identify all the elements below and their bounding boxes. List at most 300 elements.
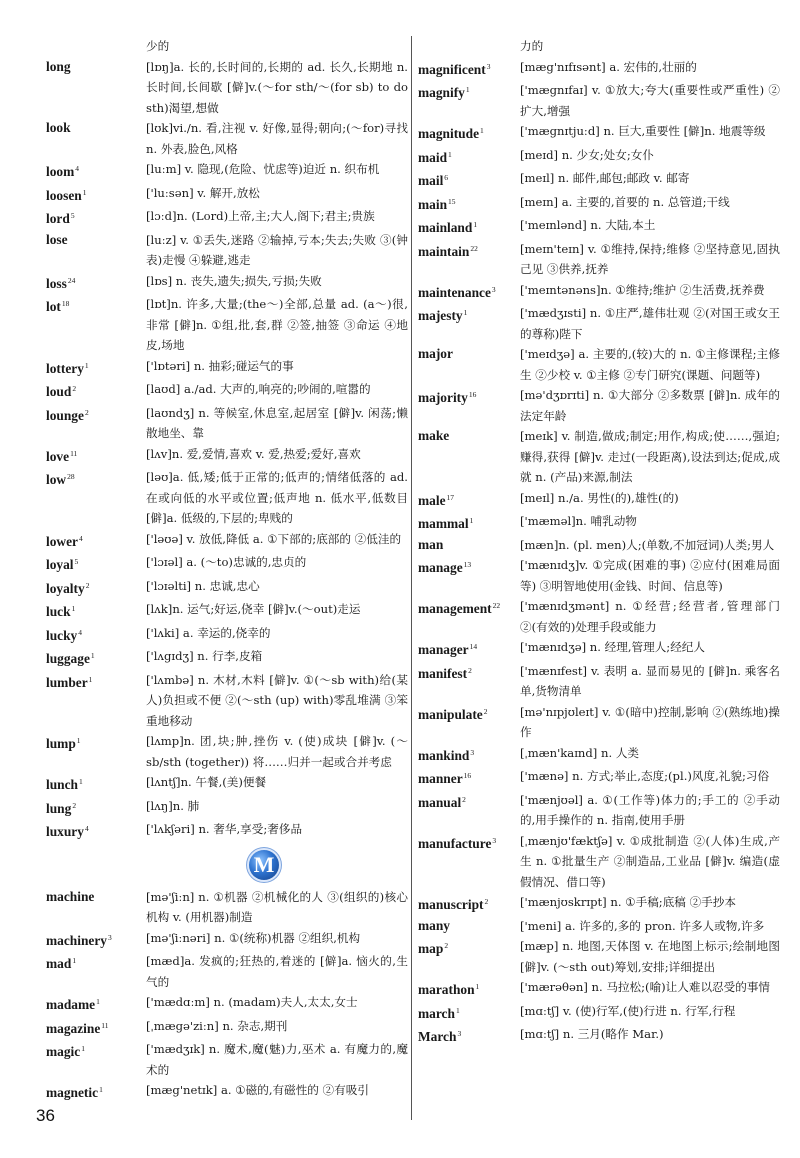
headword-text: lord: [46, 211, 70, 226]
dictionary-entry: [418, 80, 780, 121]
entry-definition: ['mædɑːm] n. (madam)夫人,太太,女士: [146, 995, 358, 1009]
entry-headword: [418, 702, 520, 743]
headword-text: management: [418, 601, 492, 616]
dictionary-entry: [46, 206, 408, 230]
frequency-count: 14: [469, 642, 478, 651]
headword-text: manufacture: [418, 835, 492, 851]
dictionary-entry: [418, 743, 780, 767]
headword-text: mainland: [418, 220, 473, 235]
dictionary-entry: [46, 356, 408, 380]
headword-text: lumber: [46, 674, 88, 690]
frequency-count: 11: [101, 1020, 109, 1030]
page-number: 36: [36, 1106, 55, 1125]
entry-definition: [laʊndʒ] n. 等候室,休息室,起居室 [僻]v. 闲荡;懒散地坐、靠: [146, 405, 408, 440]
headword-text: marathon: [418, 982, 475, 997]
headword-text: magic: [46, 1044, 81, 1059]
entry-definition: [lʊk]vi./n. 看,注视 v. 好像,显得;朝向;(～for)寻找 n. 外表,脸色,风格: [146, 121, 408, 156]
dictionary-entry: [418, 637, 780, 661]
headword-text: loyalty: [46, 580, 85, 596]
entry-definition: ['lʌgɪdʒ] n. 行李,皮箱: [146, 649, 263, 663]
dictionary-entry: [418, 831, 780, 893]
frequency-count: 1: [84, 360, 89, 370]
frequency-count: 1: [465, 85, 470, 94]
entry-headword: [418, 790, 520, 831]
dictionary-entry: [418, 344, 780, 385]
entry-definition: ['mægnɪfaɪ] v. ①放大;夸大(重要性或严重性) ②扩大,增强: [520, 83, 780, 118]
headword-text: magnetic: [46, 1085, 99, 1100]
dictionary-entry: [46, 646, 408, 670]
frequency-count: 1: [473, 220, 478, 229]
continuation-text: 少的: [146, 39, 170, 53]
dictionary-entry: [418, 57, 780, 81]
frequency-count: 3: [470, 747, 475, 757]
headword-text: lucky: [46, 627, 78, 643]
frequency-count: 11: [70, 448, 78, 458]
entry-headword: [46, 796, 146, 820]
entry-definition: ['mænɪdʒ]v. ①完成(困难的事) ②应付(困难局面等) ③明智地使用(金钱、时间、信息等): [520, 558, 780, 593]
section-letter-badge: M: [249, 850, 279, 880]
dictionary-entry: [46, 951, 408, 992]
entry-definition: [meɪd] n. 少女;处女;女仆: [520, 147, 654, 162]
entry-definition: ['meni] a. 许多的,多的 pron. 许多人或物,许多: [520, 918, 765, 933]
entry-definition: [mæp] n. 地图,天体图 v. 在地图上标示;绘制地图 [僻]v. (～sth out)筹划,安排;详细提出: [520, 939, 780, 974]
entry-headword: [46, 230, 146, 271]
entry-definition: [ˌmænjʊ'fæktʃə] v. ①成批制造 ②(人体)生成,产生 n. ①批量生产 ②制造品,工业品 [僻]v. 编造(虚假情况、借口等): [520, 833, 780, 889]
frequency-count: 5: [70, 211, 75, 220]
headword-text: majority: [418, 390, 468, 405]
frequency-count: 1: [79, 777, 83, 786]
entry-headword: [46, 992, 146, 1016]
headword-text: long: [46, 58, 71, 74]
continuation-line: [418, 36, 780, 57]
frequency-count: 2: [72, 384, 77, 393]
dictionary-entry: [46, 887, 408, 928]
dictionary-entry: [418, 702, 780, 743]
frequency-count: 1: [81, 1044, 85, 1053]
entry-headword: [418, 80, 520, 121]
dictionary-entry: [46, 623, 408, 647]
entry-definition: ['meɪntənəns]n. ①维持;维护 ②生活费,抚养费: [520, 282, 765, 297]
entry-definition: ['mærəθən] n. 马拉松;(喻)让人难以忍受的事情: [520, 980, 771, 994]
entry-headword: [418, 1024, 520, 1048]
entry-headword: [46, 731, 146, 772]
entry-definition: [lɒs] n. 丧失,遗失;损失,亏损;失败: [146, 273, 322, 288]
entry-headword: [46, 271, 146, 295]
dictionary-entry: [418, 766, 780, 790]
entry-definition: [luːz] v. ①丢失,迷路 ②输掉,亏本;失去;失败 ③(钟表)走慢 ④躲避,逃走: [146, 232, 408, 267]
entry-definition: [laʊd] a./ad. 大声的,响亮的;吵闹的,喧嚣的: [146, 382, 371, 396]
entry-definition: [lʌv]n. 爱,爱情,喜欢 v. 爱,热爱;爱好,喜欢: [146, 446, 361, 461]
frequency-count: 4: [78, 533, 83, 543]
frequency-count: 2: [484, 897, 489, 906]
entry-headword: [46, 356, 146, 380]
frequency-count: 1: [82, 187, 87, 197]
headword-text: lounge: [46, 407, 84, 423]
frequency-count: 1: [96, 997, 100, 1006]
frequency-count: 2: [85, 580, 90, 590]
dictionary-entry: [46, 444, 408, 468]
entry-definition: [mæn]n. (pl. men)人;(单数,不加冠词)人类;男人: [520, 537, 775, 552]
headword-text: machine: [46, 888, 95, 904]
headword-text: maintain: [418, 243, 470, 259]
entry-definition: [mæd]a. 发疯的;狂热的,着迷的 [僻]a. 恼火的,生气的: [146, 954, 408, 989]
entry-definition: [mə'dʒɒrɪti] n. ①大部分 ②多数票 [僻]n. 成年的法定年龄: [520, 388, 780, 423]
frequency-count: 24: [67, 275, 76, 285]
entry-definition: [mə'ʃiːnəri] n. ①(统称)机器 ②组织,机构: [146, 930, 361, 945]
right-entries: [418, 57, 780, 1048]
entry-headword: [418, 215, 520, 239]
entry-headword: [418, 57, 520, 81]
entry-headword: [46, 552, 146, 576]
dictionary-entry: [418, 936, 780, 977]
frequency-count: 22: [470, 243, 478, 253]
dictionary-entry: [46, 552, 408, 576]
entry-headword: [46, 887, 146, 928]
entry-headword: [46, 576, 146, 600]
dictionary-entry: [46, 1080, 408, 1104]
headword-text: luggage: [46, 651, 90, 666]
dictionary-entry: [46, 1016, 408, 1040]
entry-headword: [418, 121, 520, 145]
dictionary-entry: [418, 1001, 780, 1025]
entry-definition: [mæg'netɪk] a. ①磁的,有磁性的 ②有吸引: [146, 1083, 369, 1097]
frequency-count: 3: [457, 1029, 462, 1038]
headword-text: lower: [46, 533, 78, 549]
dictionary-entry: [46, 183, 408, 207]
headword-text: lose: [46, 231, 68, 247]
dictionary-entry: [46, 403, 408, 444]
dictionary-entry: [418, 215, 780, 239]
headword-text: low: [46, 472, 67, 487]
headword-text: maid: [418, 149, 448, 165]
entry-definition: [lʌk]n. 运气;好运,侥幸 [僻]v.(～out)走运: [146, 602, 361, 616]
dictionary-entry: [418, 168, 780, 192]
frequency-count: 2: [483, 706, 488, 716]
entry-headword: [46, 951, 146, 992]
entry-definition: [mə'ʃiːn] n. ①机器 ②机械化的人 ③(组织的)核心机构 v. (用机器)制造: [146, 889, 408, 924]
headword-text: mail: [418, 173, 444, 188]
frequency-count: 2: [72, 800, 77, 810]
headword-text: loom: [46, 164, 75, 179]
entry-headword: [418, 892, 520, 916]
frequency-count: 28: [67, 472, 75, 481]
frequency-count: 1: [99, 1085, 103, 1094]
entry-headword: [418, 168, 520, 192]
dictionary-entry: [418, 192, 780, 216]
frequency-count: 6: [444, 173, 449, 182]
frequency-count: 15: [448, 196, 456, 206]
headword-text: magnitude: [418, 126, 480, 141]
headword-text: love: [46, 448, 70, 464]
headword-text: loyal: [46, 557, 74, 572]
entry-definition: ['lʌkʃəri] n. 奢华,享受;奢侈品: [146, 822, 303, 836]
dictionary-entry: [418, 511, 780, 535]
headword-text: map: [418, 941, 444, 956]
entry-definition: ['luːsən] v. 解开,放松: [146, 185, 260, 200]
entry-headword: [418, 344, 520, 385]
entry-headword: [46, 57, 146, 119]
headword-text: manage: [418, 560, 463, 575]
dictionary-entry: [418, 239, 780, 280]
entry-headword: [418, 831, 520, 893]
headword-text: lung: [46, 800, 72, 816]
entry-headword: [418, 936, 520, 977]
dictionary-entry: [418, 303, 780, 344]
headword-text: manager: [418, 642, 469, 657]
entry-definition: [lʌmp]n. 团,块;肿,挫伤 v. (使)成块 [僻]v. (～sb/sth (together)) 将……归并一起或合并考虑: [146, 734, 408, 769]
entry-definition: ['lɔɪəl] a. (～to)忠诚的,忠贞的: [146, 555, 307, 569]
headword-text: lunch: [46, 777, 79, 792]
headword-text: maintenance: [418, 284, 491, 300]
frequency-count: 4: [84, 824, 89, 833]
dictionary-entry: [46, 796, 408, 820]
entry-definition: ['mænɪdʒmənt] n. ①经营;经营者,管理部门 ②(有效的)处理手段或能力: [520, 599, 780, 634]
entry-headword: [418, 916, 520, 937]
headword-text: look: [46, 120, 71, 135]
entry-definition: [mə'nɪpjʊleɪt] v. ①(暗中)控制,影响 ②(熟练地)操作: [520, 704, 780, 739]
entry-headword: [418, 385, 520, 426]
headword-text: luck: [46, 604, 71, 619]
frequency-count: 1: [480, 126, 484, 135]
entry-headword: [46, 772, 146, 796]
entry-definition: ['lʌmbə] n. 木材,木料 [僻]v. ①(～sb with)给(某人)负担或不便 ②(～sth (up) with)零乱堆满 ③笨重地移动: [146, 672, 408, 728]
entry-definition: ['lɔɪəlti] n. 忠诚,忠心: [146, 578, 260, 593]
frequency-count: 2: [468, 665, 472, 675]
frequency-count: 1: [469, 516, 474, 525]
continuation-text: 力的: [520, 39, 544, 53]
dictionary-entry: [418, 790, 780, 831]
frequency-count: 1: [72, 956, 77, 965]
frequency-count: 16: [468, 390, 477, 399]
continuation-line: [46, 36, 408, 57]
entry-definition: [ˌmæn'kaɪnd] n. 人类: [520, 745, 640, 760]
entry-headword: [46, 819, 146, 843]
headword-text: manipulate: [418, 706, 483, 722]
entry-headword: [46, 1080, 146, 1104]
dictionary-entry: [418, 977, 780, 1001]
frequency-count: 2: [84, 407, 89, 417]
entry-definition: [meɪl] n./a. 男性(的),雄性(的): [520, 490, 679, 505]
frequency-count: 4: [75, 164, 80, 173]
entry-definition: ['mænə] n. 方式;举止,态度;(pl.)风度,礼貌;习俗: [520, 769, 770, 783]
frequency-count: 1: [448, 149, 452, 159]
entry-headword: [418, 637, 520, 661]
headword-text: loss: [46, 275, 67, 291]
dictionary-entry: [46, 529, 408, 553]
headword-text: many: [418, 917, 450, 933]
dictionary-entry: [46, 992, 408, 1016]
entry-headword: [418, 303, 520, 344]
entry-definition: ['mænjʊəl] a. ①(工作等)体力的;手工的 ②手动的,用手操作的 n. 指南,使用手册: [520, 792, 780, 827]
frequency-count: 2: [444, 941, 449, 950]
frequency-count: 1: [455, 1005, 460, 1015]
entry-definition: [meɪn] a. 主要的,首要的 n. 总管道;干线: [520, 194, 730, 209]
entry-headword: [46, 294, 146, 356]
entry-definition: ['mædʒɪk] n. 魔术,魔(魅)力,巫术 a. 有魔力的,魔术的: [146, 1042, 408, 1077]
dictionary-entry: [46, 467, 408, 529]
entry-headword: [46, 379, 146, 403]
entry-definition: [meɪn'teɪn] v. ①维持,保持;维修 ②坚持意见,固执己见 ③供养,抚养: [520, 241, 780, 276]
entry-headword: [418, 535, 520, 556]
entry-definition: ['mædʒɪsti] n. ①庄严,雄伟壮观 ②(对国王或女王的尊称)陛下: [520, 306, 780, 341]
entry-headword: [46, 1039, 146, 1080]
frequency-count: 2: [462, 794, 466, 804]
frequency-count: 1: [463, 308, 468, 317]
headword-text: manuscript: [418, 897, 484, 912]
frequency-count: 22: [492, 601, 501, 610]
dictionary-entry: [418, 661, 780, 702]
entry-headword: [418, 977, 520, 1001]
headword-text: mad: [46, 956, 72, 971]
entry-headword: [46, 928, 146, 952]
headword-text: mammal: [418, 516, 469, 531]
entry-definition: ['mænjʊskrɪpt] n. ①手稿;底稿 ②手抄本: [520, 895, 736, 909]
entry-headword: [46, 623, 146, 647]
entry-headword: [418, 766, 520, 790]
entry-headword: [418, 239, 520, 280]
dictionary-entry: [46, 819, 408, 843]
headword-text: male: [418, 492, 446, 508]
entry-definition: [mæg'nɪfɪsənt] a. 宏伟的,壮丽的: [520, 59, 697, 74]
entry-headword: [46, 403, 146, 444]
dictionary-entry: [46, 271, 408, 295]
entry-definition: [lʌŋ]n. 肺: [146, 798, 200, 813]
frequency-count: 5: [74, 557, 79, 566]
dictionary-entry: [418, 426, 780, 488]
frequency-count: 3: [492, 835, 497, 845]
entry-headword: [46, 206, 146, 230]
dictionary-entry: [418, 145, 780, 169]
entry-headword: [418, 596, 520, 637]
entry-definition: [luːm] v. 隐现,(危险、忧虑等)迫近 n. 织布机: [146, 162, 380, 176]
frequency-count: 3: [486, 61, 491, 71]
headword-text: luxury: [46, 824, 84, 839]
entry-headword: [46, 444, 146, 468]
entry-headword: [418, 1001, 520, 1025]
headword-text: mankind: [418, 747, 470, 763]
frequency-count: 1: [475, 982, 480, 991]
headword-text: major: [418, 346, 453, 361]
headword-text: loosen: [46, 187, 82, 203]
frequency-count: 3: [491, 284, 496, 294]
entry-headword: [46, 646, 146, 670]
frequency-count: 16: [463, 771, 472, 780]
entry-definition: [lɒŋ]a. 长的,长时间的,长期的 ad. 长久,长期地 n. 长时间,长间歇 [僻]v.(～for sth/～(for sb) to do sth)渴望,想做: [146, 59, 408, 115]
headword-text: manner: [418, 771, 463, 786]
frequency-count: 1: [88, 674, 93, 684]
frequency-count: 18: [61, 299, 70, 308]
entry-headword: [46, 467, 146, 529]
dictionary-entry: [46, 731, 408, 772]
entry-definition: ['mænɪfest] v. 表明 a. 显而易见的 [僻]n. 乘客名单,货物清单: [520, 663, 780, 698]
entry-definition: [meɪl] n. 邮件,邮包;邮政 v. 邮寄: [520, 171, 690, 185]
column-divider: [411, 36, 412, 1120]
frequency-count: 4: [78, 627, 83, 637]
entry-definition: [mɑːtʃ] v. (使)行军,(使)行进 n. 行军,行程: [520, 1003, 736, 1018]
headword-text: loud: [46, 384, 72, 399]
dictionary-entry: [46, 670, 408, 732]
headword-text: make: [418, 428, 450, 443]
dictionary-entry: [46, 576, 408, 600]
dictionary-entry: [46, 772, 408, 796]
dictionary-entry: [46, 599, 408, 623]
frequency-count: 1: [90, 651, 95, 660]
headword-text: lot: [46, 299, 61, 314]
entry-headword: [418, 555, 520, 596]
entry-headword: [46, 529, 146, 553]
headword-text: manifest: [418, 665, 468, 681]
dictionary-entry: [418, 488, 780, 512]
entry-headword: [46, 670, 146, 732]
dictionary-entry: [418, 121, 780, 145]
headword-text: magazine: [46, 1020, 101, 1036]
dictionary-entry: [418, 892, 780, 916]
headword-text: man: [418, 536, 444, 552]
entry-definition: ['lʌki] a. 幸运的,侥幸的: [146, 625, 271, 640]
entry-definition: ['ləʊə] v. 放低,降低 a. ①下部的;底部的 ②低洼的: [146, 531, 402, 546]
entry-headword: [418, 661, 520, 702]
entry-definition: [lʌntʃ]n. 午餐,(美)便餐: [146, 775, 267, 789]
entry-headword: [418, 488, 520, 512]
dictionary-entry: [46, 928, 408, 952]
entry-definition: ['meɪnlənd] n. 大陆,本土: [520, 218, 656, 232]
entry-definition: ['mægnɪtjuːd] n. 巨大,重要性 [僻]n. 地震等级: [520, 124, 766, 138]
entry-headword: [418, 743, 520, 767]
entry-definition: ['meɪdʒə] a. 主要的,(较)大的 n. ①主修课程;主修生 ②少校 v. ①主修 ②专门研究(课题、问题等): [520, 347, 780, 382]
entry-headword: [418, 280, 520, 304]
headword-text: magnify: [418, 85, 465, 100]
frequency-count: 17: [446, 492, 455, 502]
entry-headword: [46, 1016, 146, 1040]
entry-definition: [mɑːtʃ] n. 三月(略作 Mar.): [520, 1027, 664, 1041]
entry-definition: [meɪk] v. 制造,做成;制定;用作,构成;使……,强迫;赚得,获得 [僻]v. 走过(一段距离),设法到达;促成,成就 n. (产品)来源,制法: [520, 429, 780, 484]
dictionary-entry: [46, 57, 408, 119]
headword-text: march: [418, 1005, 455, 1021]
entry-definition: ['mænɪdʒə] n. 经理,管理人;经纪人: [520, 640, 705, 654]
headword-text: manual: [418, 794, 462, 810]
headword-text: main: [418, 196, 448, 212]
dictionary-entry: [418, 535, 780, 556]
entry-definition: [ˌmægə'ziːn] n. 杂志,期刊: [146, 1018, 288, 1033]
headword-text: machinery: [46, 932, 107, 948]
entry-headword: [418, 511, 520, 535]
right-column: [418, 36, 780, 1048]
dictionary-entry: [46, 118, 408, 159]
headword-text: lump: [46, 736, 76, 751]
headword-text: lottery: [46, 360, 84, 376]
dictionary-entry: [46, 294, 408, 356]
entry-headword: [418, 192, 520, 216]
headword-text: March: [418, 1029, 457, 1044]
dictionary-entry: [418, 1024, 780, 1048]
entry-definition: [lɒt]n. 许多,大量;(the～)全部,总量 ad. (a～)很,非常 [僻]n. ①组,批,套,群 ②签,抽签 ③命运 ④地皮,场地: [146, 297, 408, 352]
dictionary-entry: [46, 159, 408, 183]
entry-headword: [46, 159, 146, 183]
entry-headword: [418, 145, 520, 169]
dictionary-entry: [418, 385, 780, 426]
left-entries: [46, 57, 408, 843]
frequency-count: 1: [71, 604, 76, 613]
entry-definition: ['lɒtəri] n. 抽彩;碰运气的事: [146, 358, 294, 373]
entry-definition: ['mæməl]n. 哺乳动物: [520, 514, 637, 528]
entry-headword: [46, 118, 146, 159]
frequency-count: 3: [108, 932, 112, 942]
section-letter-row: [46, 843, 408, 887]
dictionary-entry: [418, 916, 780, 937]
headword-text: majesty: [418, 308, 463, 323]
headword-text: madame: [46, 997, 96, 1012]
frequency-count: 13: [463, 560, 472, 569]
